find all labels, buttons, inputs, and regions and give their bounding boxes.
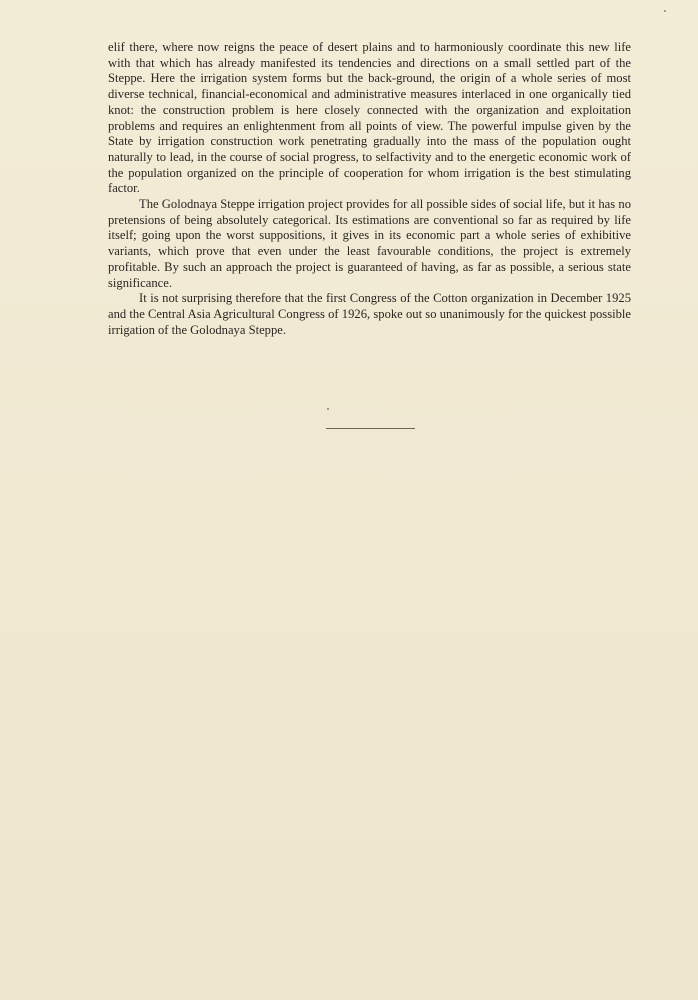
body-text [108, 40, 631, 338]
paragraph-3: It is not surprising therefore that the first Congress of the Cotton organization in December 1925 and the Central Asia Agricultural Congress of 1926, spoke out so unanimously for the quickest possible irrigation of the Golodnaya Steppe. [108, 291, 631, 337]
section-end-rule [326, 428, 415, 429]
paragraph-1: elif there, where now reigns the peace of desert plains and to harmoniously coordinate this new life with that which has already manifested its tendencies and directions on a small settled part of the Steppe. Here the irrigation system forms but the back-ground, the origin of a whole series of most diverse technical, financial-economical and administrative measures interlaced in one organically tied knot: the construction problem is here closely connected with the organization and exploitation problems and requires an enlightenment from all points of view. The powerful impulse given by the State by irrigation construction work penetrating gradually into the mass of the population ought naturally to lead, in the course of social progress, to selfactivity and to the energetic economic work of the population organized on the principle of cooperation for whom irrigation is the best stimulating factor. [108, 40, 631, 196]
print-speck [664, 10, 666, 12]
paragraph-2: The Golodnaya Steppe irrigation project provides for all possible sides of social life, but it has no pretensions of being absolutely categorical. Its estimations are conventional so far as required by life itself; going upon the worst suppositions, it gives in its economic part a whole series of exhibitive variants, which prove that even under the least favourable conditions, the project is extremely profitable. By such an approach the project is guaranteed of having, as far as possible, a serious state significance. [108, 197, 631, 290]
print-speck [327, 408, 329, 410]
